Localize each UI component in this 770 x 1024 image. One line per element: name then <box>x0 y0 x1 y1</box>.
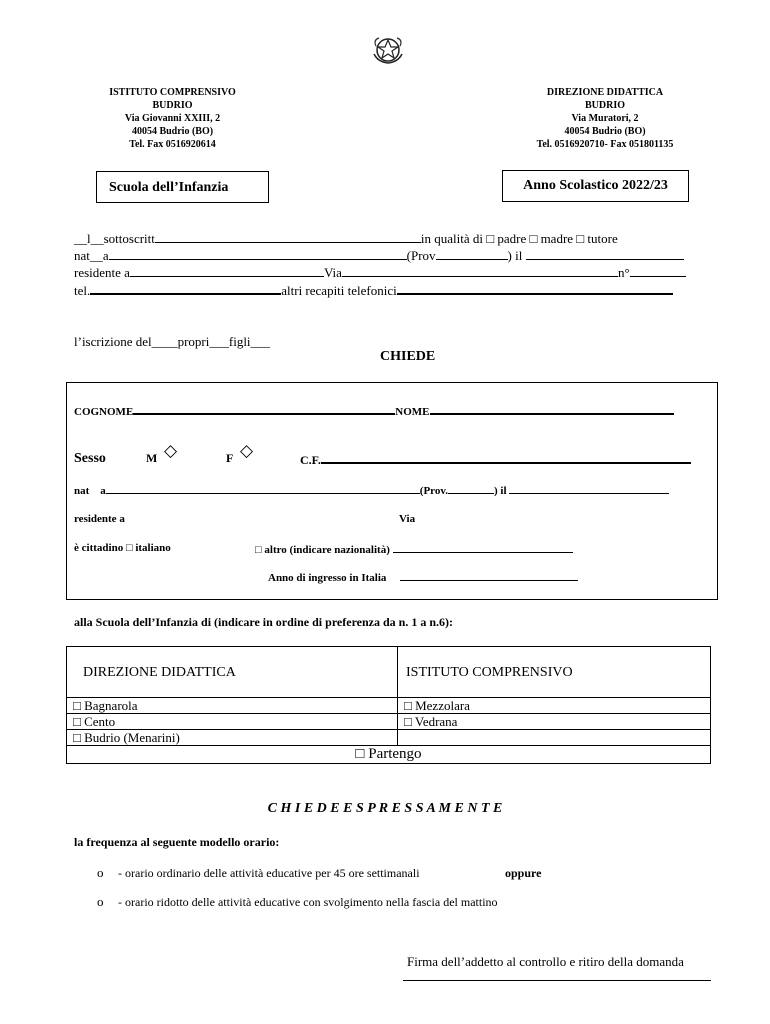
phone-label: tel. <box>74 283 91 298</box>
other-phones-label: altri recapiti telefonici <box>281 283 397 298</box>
child-residence-label: residente a <box>74 513 125 525</box>
signature-label: Firma dell’addetto al controllo e ritiro della domanda <box>407 954 684 969</box>
or-label: oppure <box>505 866 542 880</box>
citizenship-other[interactable]: □ altro (indicare nazionalità) <box>255 544 390 556</box>
male-label: M <box>146 451 158 465</box>
schedule-option-reduced: - orario ridotto delle attività educative con svolgimento nella fascia del mattino <box>118 895 498 909</box>
request-heading: CHIEDE <box>380 349 436 364</box>
child-birthdate-label: ) il <box>494 485 507 497</box>
option-bullet[interactable]: o <box>97 894 104 909</box>
birthplace-field[interactable] <box>109 247 407 260</box>
left-header <box>80 86 265 151</box>
school-option-mezzolara[interactable]: □ Mezzolara <box>398 698 711 714</box>
left-header-line: 40054 Budrio (BO) <box>131 126 214 137</box>
right-header-line: DIREZIONE DIDATTICA <box>546 87 664 98</box>
undersigned-field[interactable] <box>155 230 421 243</box>
child-born-at-label: a <box>100 485 106 497</box>
child-birth-row <box>74 483 669 497</box>
school-year-box <box>502 170 689 202</box>
parent-phone-line <box>74 281 673 299</box>
birthdate-label: ) il <box>507 248 523 263</box>
fiscal-code-label: C.F. <box>300 453 321 467</box>
school-type-box <box>96 171 269 203</box>
right-header <box>510 86 700 151</box>
number-label: n° <box>617 265 630 280</box>
other-phones-field[interactable] <box>397 281 673 295</box>
child-prov-label: (Prov. <box>419 485 448 497</box>
birthdate-field[interactable] <box>526 247 684 260</box>
republic-emblem-icon <box>370 34 406 66</box>
phone-field[interactable] <box>90 281 281 295</box>
signature-line[interactable] <box>403 980 711 981</box>
prov-label: (Prov <box>406 248 436 263</box>
left-header-line: Tel. Fax 0516920614 <box>129 139 216 150</box>
col-direzione-header: DIREZIONE DIDATTICA <box>67 647 398 698</box>
right-header-line: 40054 Budrio (BO) <box>564 126 646 137</box>
surname-row <box>74 403 674 418</box>
arrival-year-field[interactable] <box>400 570 578 581</box>
empty-cell <box>398 730 711 746</box>
street-label: Via <box>323 265 342 280</box>
school-option-partengo[interactable]: □ Partengo <box>67 746 711 764</box>
born-label: nat__a <box>74 248 109 263</box>
enrollment-line: l’iscrizione del____propri___figli___ <box>74 334 271 349</box>
number-field[interactable] <box>630 264 686 277</box>
street-field[interactable] <box>342 264 618 277</box>
schools-table <box>66 646 711 764</box>
right-header-line: Tel. 0516920710- Fax 051801135 <box>536 139 674 150</box>
sex-label: Sesso <box>74 451 106 466</box>
right-header-line: BUDRIO <box>584 100 625 111</box>
female-diamond-checkbox[interactable]: ◇ <box>240 441 254 460</box>
citizenship-italian[interactable]: è cittadino □ italiano <box>74 542 171 554</box>
residence-label: residente a <box>74 265 130 280</box>
school-option-cento[interactable]: □ Cento <box>67 714 398 730</box>
parent-residence-line <box>74 264 686 281</box>
left-header-line: BUDRIO <box>152 100 193 111</box>
name-field[interactable] <box>430 403 674 415</box>
child-street-label: Via <box>399 513 416 525</box>
citizenship-other-row <box>255 542 573 556</box>
option-bullet[interactable]: o <box>97 865 104 880</box>
preference-intro: alla Scuola dell’Infanzia di (indicare in ordine di preferenza da n. 1 a n.6): <box>74 615 454 629</box>
school-option-budrio[interactable]: □ Budrio (Menarini) <box>67 730 398 746</box>
left-header-line: Via Giovanni XXIII, 2 <box>124 113 221 124</box>
school-option-bagnarola[interactable]: □ Bagnarola <box>67 698 398 714</box>
fiscal-code-row <box>300 451 691 468</box>
arrival-year-label: Anno di ingresso in Italia <box>268 572 387 584</box>
col-istituto-header: ISTITUTO COMPRENSIVO <box>398 647 711 698</box>
school-option-vedrana[interactable]: □ Vedrana <box>398 714 711 730</box>
child-prov-field[interactable] <box>448 483 494 494</box>
fiscal-code-field[interactable] <box>321 451 691 464</box>
name-label: NOME <box>395 406 430 418</box>
nationality-field[interactable] <box>393 542 573 553</box>
school-year-label: Anno Scolastico 2022/23 <box>523 178 668 193</box>
school-type-label: Scuola dell’Infanzia <box>109 180 229 195</box>
parent-name-line <box>74 230 618 247</box>
surname-field[interactable] <box>133 403 395 415</box>
child-birthdate-field[interactable] <box>509 483 669 494</box>
prov-field[interactable] <box>436 247 508 260</box>
explicit-request-heading: C H I E D E E S P R E S S A M E N T E <box>267 801 503 816</box>
left-header-line: ISTITUTO COMPRENSIVO <box>109 87 236 98</box>
male-diamond-checkbox[interactable]: ◇ <box>164 441 178 460</box>
schedule-option-full: - orario ordinario delle attività educative per 45 ore settimanali <box>118 866 420 880</box>
child-born-label: nat <box>74 485 90 497</box>
schedule-intro: la frequenza al seguente modello orario: <box>74 835 280 849</box>
parent-birth-line <box>74 247 684 264</box>
female-label: F <box>226 451 234 465</box>
undersigned-label: __l__sottoscritt <box>74 231 155 246</box>
role-label: in qualità di □ padre □ madre □ tutore <box>420 231 618 246</box>
arrival-year-row <box>268 570 578 584</box>
right-header-line: Via Muratori, 2 <box>571 113 639 124</box>
residence-field[interactable] <box>130 264 324 277</box>
child-birthplace-field[interactable] <box>106 483 420 494</box>
surname-label: COGNOME <box>74 406 134 418</box>
